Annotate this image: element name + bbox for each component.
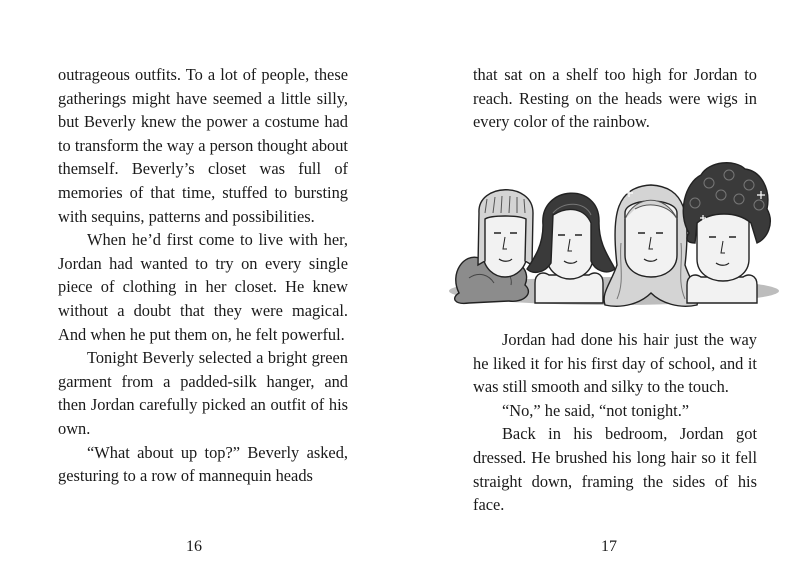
paragraph: Tonight Beverly selected a bright green garment from a padded-silk hanger, and then Jordan carefully picked an outfit of his own. <box>58 348 348 438</box>
right-page-text-top <box>473 63 757 134</box>
paragraph: “No,” he said, “not tonight.” <box>502 400 690 420</box>
right-page-text-bottom <box>473 328 757 517</box>
mannequin-head-2 <box>527 193 615 303</box>
paragraph: that sat on a shelf too high for Jordan to reach. Resting on the heads were wigs in every color of the rainbow. <box>473 65 757 132</box>
right-page <box>405 0 810 588</box>
paragraph: “What about up top?” Beverly asked, gesturing to a row of mannequin heads <box>58 442 348 486</box>
page-number-right: 17 <box>601 538 617 555</box>
paragraph: When he’d first come to live with her, Jordan had wanted to try on every single piece of clothing in her closet. He knew without a doubt that they were magical. And when he put them on, he felt powerful. <box>58 230 348 344</box>
mannequin-head-1 <box>455 190 533 304</box>
page-number-left: 16 <box>186 538 202 555</box>
paragraph: Jordan had done his hair just the way he liked it for his first day of school, and it was still smooth and silky to the touch. <box>473 330 757 397</box>
mannequin-heads-illustration <box>439 153 779 318</box>
paragraph: Back in his bedroom, Jordan got dressed. He brushed his long hair so it fell straight down, framing the sides of his face. <box>473 424 757 515</box>
mannequin-head-4 <box>683 163 770 303</box>
paragraph: outrageous outfits. To a lot of people, these gatherings might have seemed a little silly, but Beverly knew the power a costume had to transform the way a person thought about themself. Beverly’s closet was full of memories of that time, stuffed to bursting with sequins, patterns and possibilities. <box>58 65 348 226</box>
left-page-text <box>58 63 348 488</box>
